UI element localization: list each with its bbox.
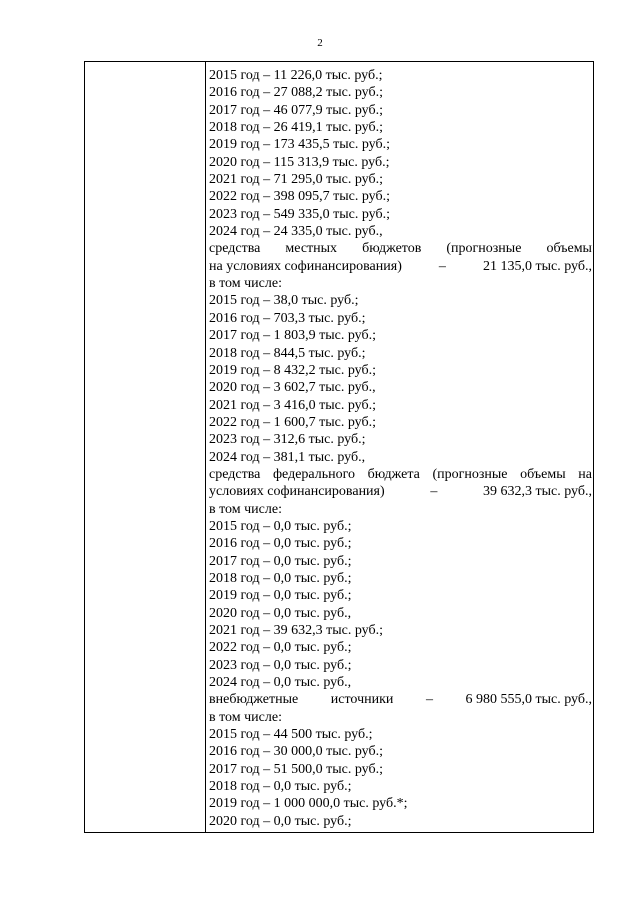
local-budget-line-1	[209, 240, 592, 257]
list-item: 2021 год – 71 295,0 тыс. руб.;	[209, 172, 383, 188]
word: (прогнозные	[432, 466, 508, 482]
table-left-column	[85, 62, 206, 832]
list-item: 2018 год – 0,0 тыс. руб.;	[209, 570, 352, 586]
list-item: 2017 год – 1 803,9 тыс. руб.;	[209, 328, 376, 344]
list-item: 2016 год – 30 000,0 тыс. руб.;	[209, 744, 383, 760]
list-item: 2016 год – 0,0 тыс. руб.;	[209, 536, 352, 552]
word: источники	[330, 692, 394, 708]
list-item: 2015 год – 38,0 тыс. руб.;	[209, 293, 359, 309]
list-item: 2021 год – 39 632,3 тыс. руб.;	[209, 623, 383, 638]
regional-years-list	[209, 67, 592, 240]
word: –	[425, 692, 433, 708]
list-item: 2019 год – 0,0 тыс. руб.;	[209, 588, 352, 604]
list-item: 2015 год – 0,0 тыс. руб.;	[209, 518, 352, 534]
local-budget-heading	[209, 240, 592, 292]
list-item: 2019 год – 173 435,5 тыс. руб.;	[209, 137, 390, 153]
extrabudget-line-1	[209, 691, 592, 708]
federal-budget-line-1	[209, 466, 592, 483]
word: условиях софинансирования)	[209, 484, 385, 500]
list-item: 2022 год – 0,0 тыс. руб.;	[209, 640, 352, 656]
word: бюджета	[367, 466, 420, 482]
federal-budget-heading	[209, 466, 592, 518]
funding-table	[84, 61, 594, 833]
list-item: 2024 год – 0,0 тыс. руб.,	[209, 675, 352, 691]
list-item: 2017 год – 0,0 тыс. руб.;	[209, 553, 352, 569]
list-item: 2019 год – 8 432,2 тыс. руб.;	[209, 362, 376, 378]
list-item: 2017 год – 46 077,9 тыс. руб.;	[209, 102, 383, 118]
list-item: 2015 год – 44 500 тыс. руб.;	[209, 727, 373, 743]
list-item: 2018 год – 844,5 тыс. руб.;	[209, 345, 366, 361]
list-item: 2024 год – 381,1 тыс. руб.,	[209, 449, 366, 465]
extrabudget-years-list	[209, 726, 592, 830]
list-item: 2023 год – 312,6 тыс. руб.;	[209, 432, 366, 448]
word: –	[438, 258, 446, 274]
local-budget-line-3: в том числе:	[209, 276, 282, 292]
list-item: 2020 год – 0,0 тыс. руб.;	[209, 813, 352, 829]
list-item: 2015 год – 11 226,0 тыс. руб.;	[209, 68, 383, 83]
federal-budget-line-3: в том числе:	[209, 501, 282, 517]
extrabudget-line-2: в том числе:	[209, 709, 282, 725]
list-item: 2018 год – 26 419,1 тыс. руб.;	[209, 120, 383, 136]
local-budget-line-2	[209, 258, 592, 275]
list-item: 2023 год – 0,0 тыс. руб.;	[209, 657, 352, 673]
list-item: 2022 год – 398 095,7 тыс. руб.;	[209, 189, 390, 205]
list-item: 2017 год – 51 500,0 тыс. руб.;	[209, 761, 383, 777]
federal-years-list	[209, 518, 592, 691]
word: –	[430, 484, 438, 500]
word: федерального	[272, 466, 355, 482]
word: объемы	[520, 466, 566, 482]
word: местных	[285, 241, 338, 257]
word: 21 135,0 тыс. руб.,	[482, 258, 592, 274]
list-item: 2016 год – 703,3 тыс. руб.;	[209, 310, 366, 326]
list-item: 2018 год – 0,0 тыс. руб.;	[209, 779, 352, 795]
word: бюджетов	[362, 241, 422, 257]
word: объемы	[546, 241, 592, 257]
list-item: 2020 год – 3 602,7 тыс. руб.,	[209, 380, 376, 396]
list-item: 2020 год – 115 313,9 тыс. руб.;	[209, 154, 390, 170]
list-item: 2020 год – 0,0 тыс. руб.,	[209, 605, 352, 621]
word: 6 980 555,0 тыс. руб.,	[465, 692, 592, 708]
local-years-list	[209, 292, 592, 465]
list-item: 2021 год – 3 416,0 тыс. руб.;	[209, 397, 376, 413]
word: на условиях софинансирования)	[209, 258, 402, 274]
list-item: 2016 год – 27 088,2 тыс. руб.;	[209, 85, 383, 101]
table-right-column	[209, 67, 592, 830]
word: средства	[209, 241, 261, 257]
federal-budget-line-2	[209, 483, 592, 500]
extrabudget-heading	[209, 691, 592, 726]
page-number: 2	[317, 37, 323, 49]
list-item: 2022 год – 1 600,7 тыс. руб.;	[209, 414, 376, 430]
word: на	[578, 466, 592, 482]
word: средства	[209, 466, 261, 482]
word: внебюджетные	[209, 692, 299, 708]
word: 39 632,3 тыс. руб.,	[483, 484, 592, 500]
word: (прогнозные	[446, 241, 522, 257]
list-item: 2024 год – 24 335,0 тыс. руб.,	[209, 224, 383, 240]
list-item: 2023 год – 549 335,0 тыс. руб.;	[209, 206, 390, 222]
list-item: 2019 год – 1 000 000,0 тыс. руб.*;	[209, 796, 408, 812]
